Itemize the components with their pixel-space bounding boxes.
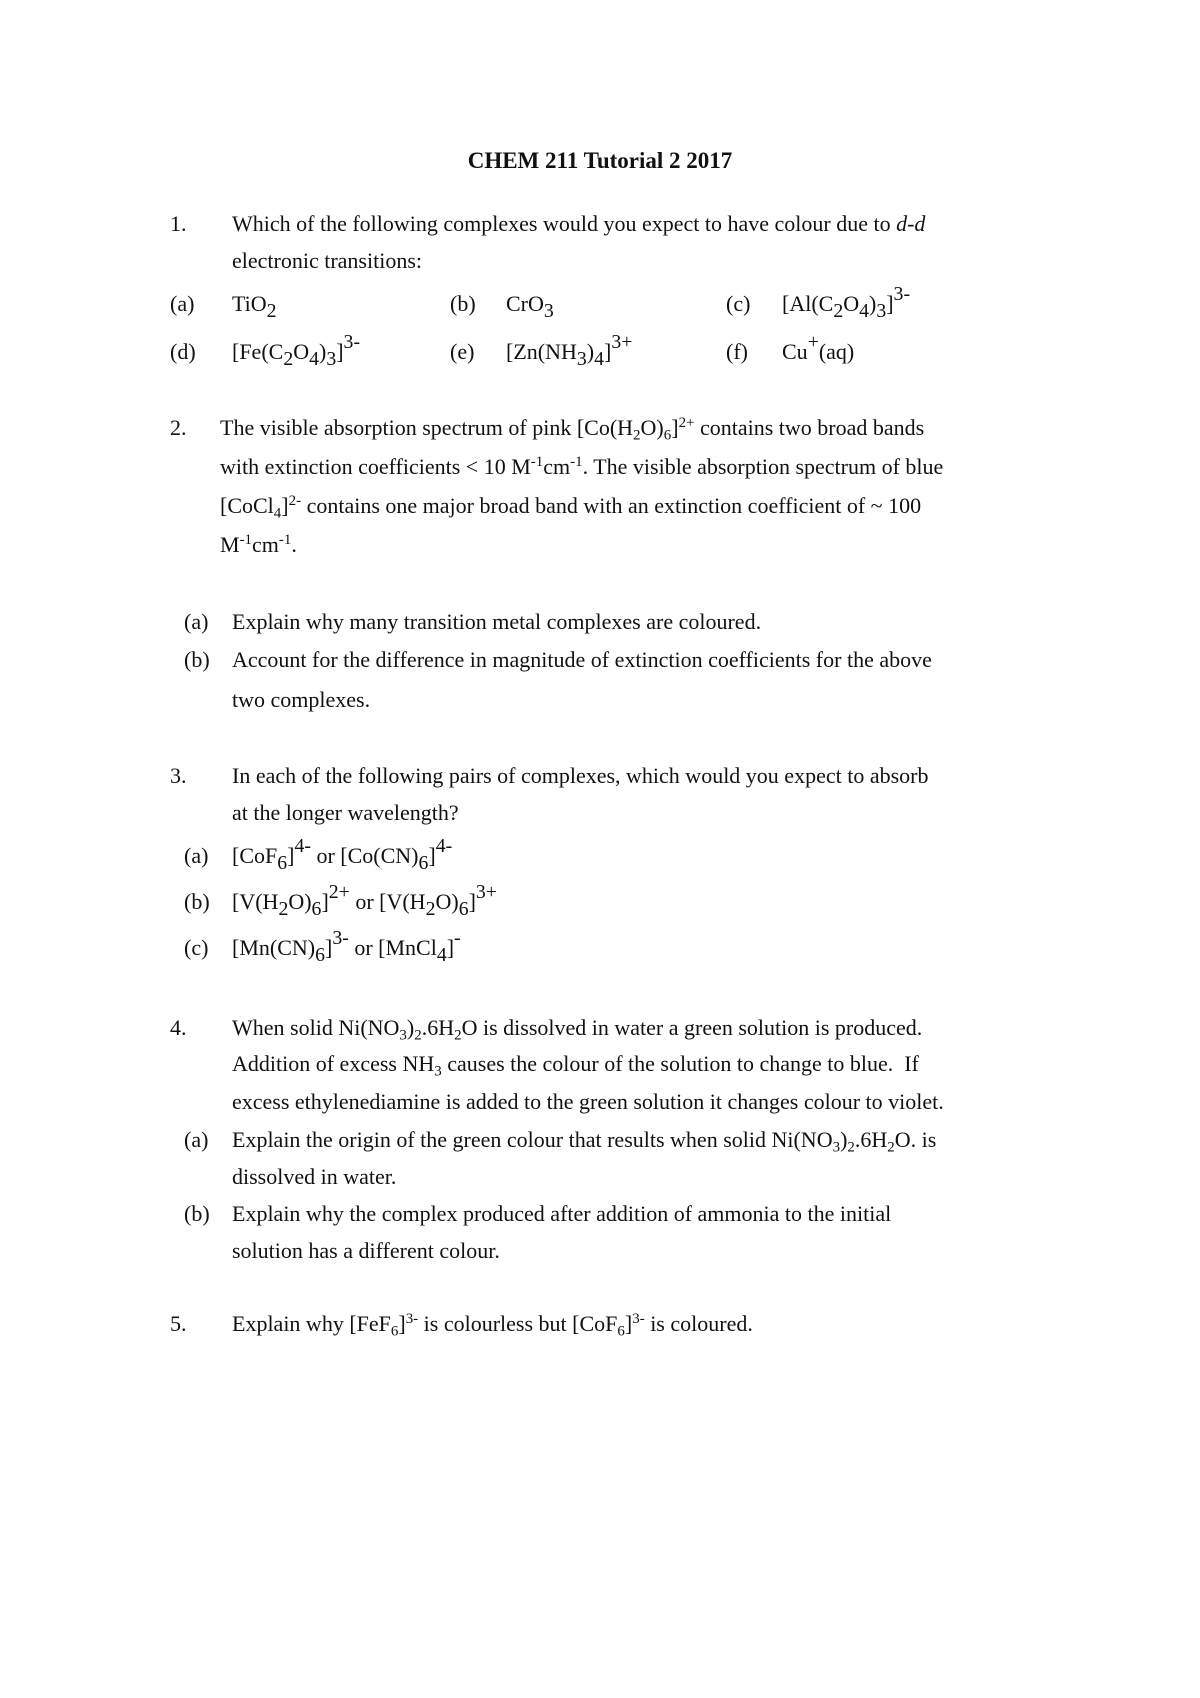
option-label: (c) [726,291,751,316]
option-label: (f) [726,339,748,364]
option-formula: Cu+(aq) [782,331,855,364]
question-number: 1. [170,211,187,236]
question-text-line: with extinction coefficients < 10 $M^{-1}cm^{-1}$. The visible absorption spectrum of blue [220,453,944,479]
subpart-text: Explain why many transition metal complexes are coloured. [232,609,762,634]
option-label: (b) [450,291,476,316]
question-text-line: The visible absorption spectrum of pink $[Co(H_2O)_6]^{2+}$ contains two broad bands [220,414,925,444]
option-label: (e) [450,339,475,364]
question-text-line: [CoCl$_4$]$^{2-}$ contains one major broad band with an extinction coefficient of ~ 100 [220,492,922,522]
question-number: 4. [170,1015,187,1040]
question-text-italic: d-d [896,211,926,236]
question-text-line: In each of the following pairs of complexes, which would you expect to absorb [232,763,929,788]
subpart-text: dissolved in water. [232,1164,397,1189]
subpart-formula: $[CoF_6]^{4-}$ or $[Co(CN)_6]^{4-}$ [232,835,453,874]
question-text: Explain why $[FeF_6]^{3-}$ is colourless but $[CoF_6]^{3-}$ is coloured. [232,1310,753,1340]
question-number: 3. [170,763,187,788]
option-formula: $[Al(C_2O_4)_3]^{3-}$ [782,283,911,322]
subpart-label: (a) [184,843,209,868]
option-label: (d) [170,339,196,364]
question-text-line: When solid $Ni(NO_3)_2.6H_2O$ is dissolved in water a green solution is produced. [232,1015,923,1044]
question-number: 2. [170,415,187,440]
subpart-formula: $[Mn(CN)_6]^{3-}$ or [MnCl$_4$]- [232,927,461,966]
question-text-line: Addition of excess $NH_3$ causes the colour of the solution to change to blue. If [232,1051,919,1080]
question-text-line: Which of the following complexes would you expect to have colour due to [232,211,891,236]
question-text-line: excess ethylenediamine is added to the green solution it changes colour to violet. [232,1089,944,1114]
subpart-label: (a) [184,1127,209,1152]
subpart-text: two complexes. [232,687,371,712]
subpart-label: (b) [184,647,210,672]
subpart-label: (a) [184,609,209,634]
question-text-line: $M^{-1}cm^{-1}$. [220,531,297,557]
subpart-label: (b) [184,889,210,914]
option-formula: $[Zn(NH_3)_4]^{3+}$ [506,331,633,370]
subpart-text: Account for the difference in magnitude of extinction coefficients for the above [232,647,932,672]
subpart-text: Explain why the complex produced after addition of ammonia to the initial [232,1201,892,1226]
option-formula: TiO$_2$ [232,291,277,322]
subpart-text: solution has a different colour. [232,1238,500,1263]
option-label: (a) [170,291,195,316]
option-formula: CrO$_3$ [506,291,554,322]
subpart-label: (b) [184,1201,210,1226]
question-text-line: electronic transitions: [232,248,422,273]
subpart-label: (c) [184,935,209,960]
question-text-line: at the longer wavelength? [232,800,459,825]
question-number: 5. [170,1311,187,1336]
option-formula: $[Fe(C_2O_4)_3]^{3-}$ [232,331,361,370]
page-title: CHEM 211 Tutorial 2 2017 [467,148,733,173]
subpart-text: Explain the origin of the green colour that results when solid $Ni(NO_3)_2.6H_2O$. is [232,1127,937,1156]
question-text [232,210,925,238]
subpart-formula: $[V(H_2O)_6]^{2+}$ or $[V(H_2O)_6]^{3+}$ [232,881,497,920]
